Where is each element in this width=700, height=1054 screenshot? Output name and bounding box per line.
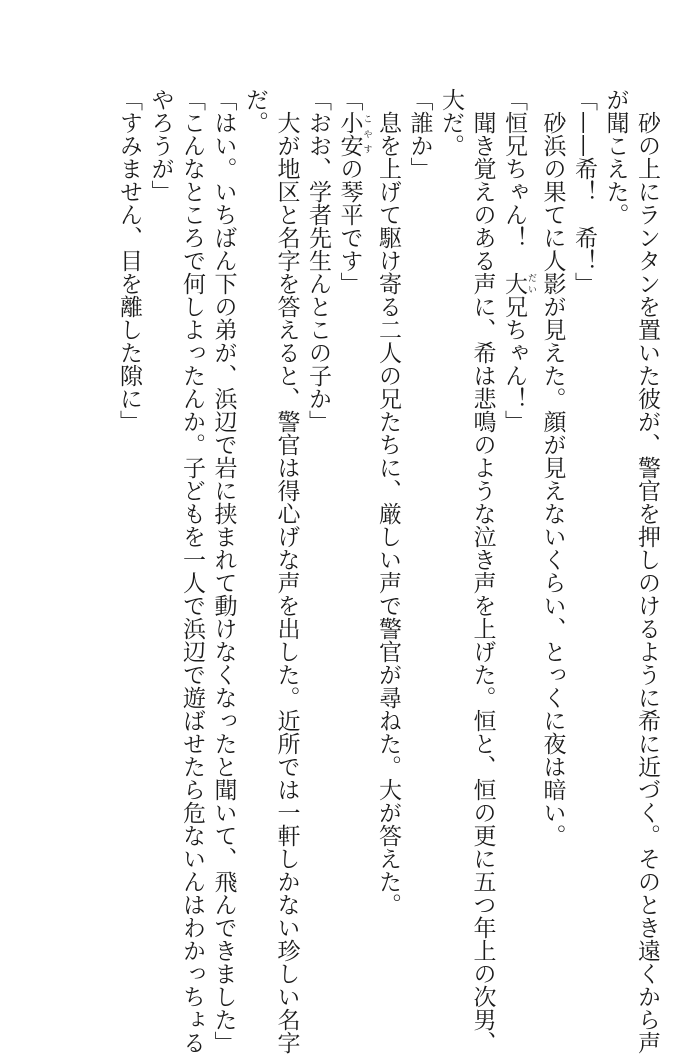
ruby-dai — [501, 272, 536, 295]
ruby-base-koyasu: 小安 — [336, 111, 363, 157]
ruby-koyasu — [336, 111, 372, 157]
ruby-reading-koyasu: こやす — [361, 111, 372, 157]
ruby-reading-dai: だい — [526, 272, 536, 295]
text-line-10 — [333, 88, 372, 988]
text-line-5-start: 「恒兄ちゃん！ — [501, 88, 527, 272]
text-line-10-start: 「 — [336, 88, 363, 111]
text-line-12: 大が地区と名字を答えると、警官は得心げな声を出した。近所では一軒しかない珍しい名字 — [273, 88, 300, 1054]
text-line-1: 砂の上にランタンを置いた彼が、警官を押しのけるように希に近づく。そのとき遠くから声 — [634, 88, 660, 1054]
text-line-8: 「誰か」 — [406, 88, 433, 180]
text-line-15: 「こんなところで何しよったんか。子どもを一人で浜辺で遊ばせたら危ないんはわかっちょる — [179, 88, 205, 1054]
text-line-3: 「——希！ 希！」 — [571, 88, 597, 295]
text-line-5-end: 兄ちゃん！」 — [501, 295, 527, 433]
text-line-11: 「おお、学者先生んとこの子か」 — [305, 88, 331, 433]
text-line-13: だ。 — [242, 88, 268, 134]
vertical-text-body — [113, 88, 663, 1054]
text-line-2: が聞こえた。 — [602, 88, 629, 226]
text-line-4: 砂浜の果てに人影が見えた。顔が見えないくらい、とっくに夜は暗い。 — [539, 88, 566, 847]
ruby-base-dai: 大 — [501, 272, 527, 295]
text-line-6: 聞き覚えのある声に、希は悲鳴のような泣き声を上げた。恒と、恒の更に五つ年上の次男、 — [469, 88, 496, 1054]
text-line-17: 「すみません、目を離した隙に」 — [116, 88, 142, 433]
text-line-14: 「はい。いちばん下の弟が、浜辺で岩に挟まれて動けなくなったと聞いて、飛んできました」 — [210, 88, 237, 1054]
text-line-9: 息を上げて駆け寄る二人の兄たちに、厳しい声で警官が尋ねた。大が答えた。 — [375, 88, 401, 916]
text-line-7: 大だ。 — [438, 88, 464, 157]
text-line-5 — [498, 88, 537, 988]
text-line-16: やろうが」 — [147, 88, 174, 203]
text-line-10-end: の琴平です」 — [336, 157, 363, 295]
